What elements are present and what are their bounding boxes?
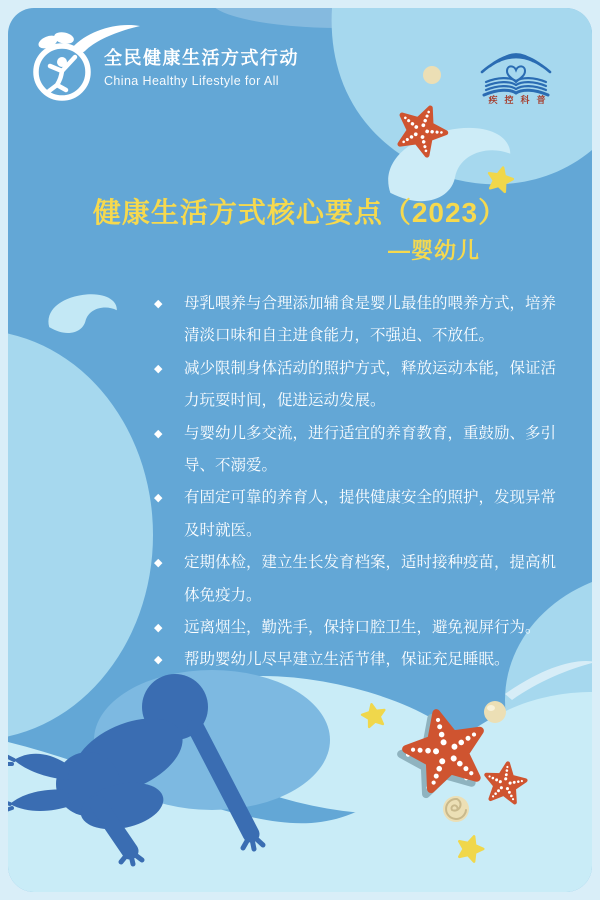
list-item-text: 帮助婴幼儿尽早建立生活节律，保证充足睡眠。 — [184, 651, 510, 669]
diamond-bullet-icon: ◆ — [154, 654, 163, 667]
list-item — [154, 353, 566, 418]
list-item — [154, 288, 566, 353]
diamond-bullet-icon: ◆ — [154, 427, 163, 440]
list-item-text: 与婴幼儿多交流，进行适宜的养育教育，重鼓励、多引导、不溺爱。 — [184, 424, 557, 475]
diamond-bullet-icon: ◆ — [154, 622, 163, 635]
list-item-text: 远离烟尘，勤洗手，保持口腔卫生，避免视屏行为。 — [184, 619, 541, 637]
pearl-highlight — [487, 705, 495, 711]
list-item — [154, 644, 566, 676]
brand-title-cn: 全民健康生活方式行动 — [104, 48, 299, 68]
list-item — [154, 482, 566, 547]
list-item-text: 减少限制身体活动的照护方式，释放运动本能，保证活力玩耍时间，促进运动发展。 — [184, 359, 557, 410]
diamond-bullet-icon: ◆ — [154, 492, 163, 505]
brand-title-en: China Healthy Lifestyle for All — [104, 74, 279, 88]
key-points-list — [154, 288, 566, 677]
poster-subtitle: —婴幼儿 — [387, 238, 480, 263]
pearl-icon — [484, 701, 506, 723]
list-item-text: 有固定可靠的养育人，提供健康安全的照护，发现异常及时就医。 — [184, 489, 557, 539]
pearl-icon — [423, 66, 441, 84]
diamond-bullet-icon: ◆ — [154, 298, 163, 310]
list-item — [154, 418, 566, 483]
diamond-bullet-icon: ◆ — [154, 557, 163, 570]
list-item-text: 定期体检，建立生长发育档案，适时接种疫苗，提高机体免疫力。 — [184, 554, 557, 604]
list-item-text: 母乳喂养与合理添加辅食是婴儿最佳的喂养方式，培养清淡口味和自主进食能力，不强迫、不放任。 — [184, 295, 557, 345]
shell-icon — [443, 796, 469, 822]
diamond-bullet-icon: ◆ — [154, 362, 163, 375]
list-item — [154, 547, 566, 612]
cdc-logo-caption: 疾控科普 — [488, 95, 553, 105]
poster-title: 健康生活方式核心要点（2023） — [92, 197, 508, 228]
list-item — [154, 612, 566, 644]
brand-text-block — [104, 44, 299, 88]
